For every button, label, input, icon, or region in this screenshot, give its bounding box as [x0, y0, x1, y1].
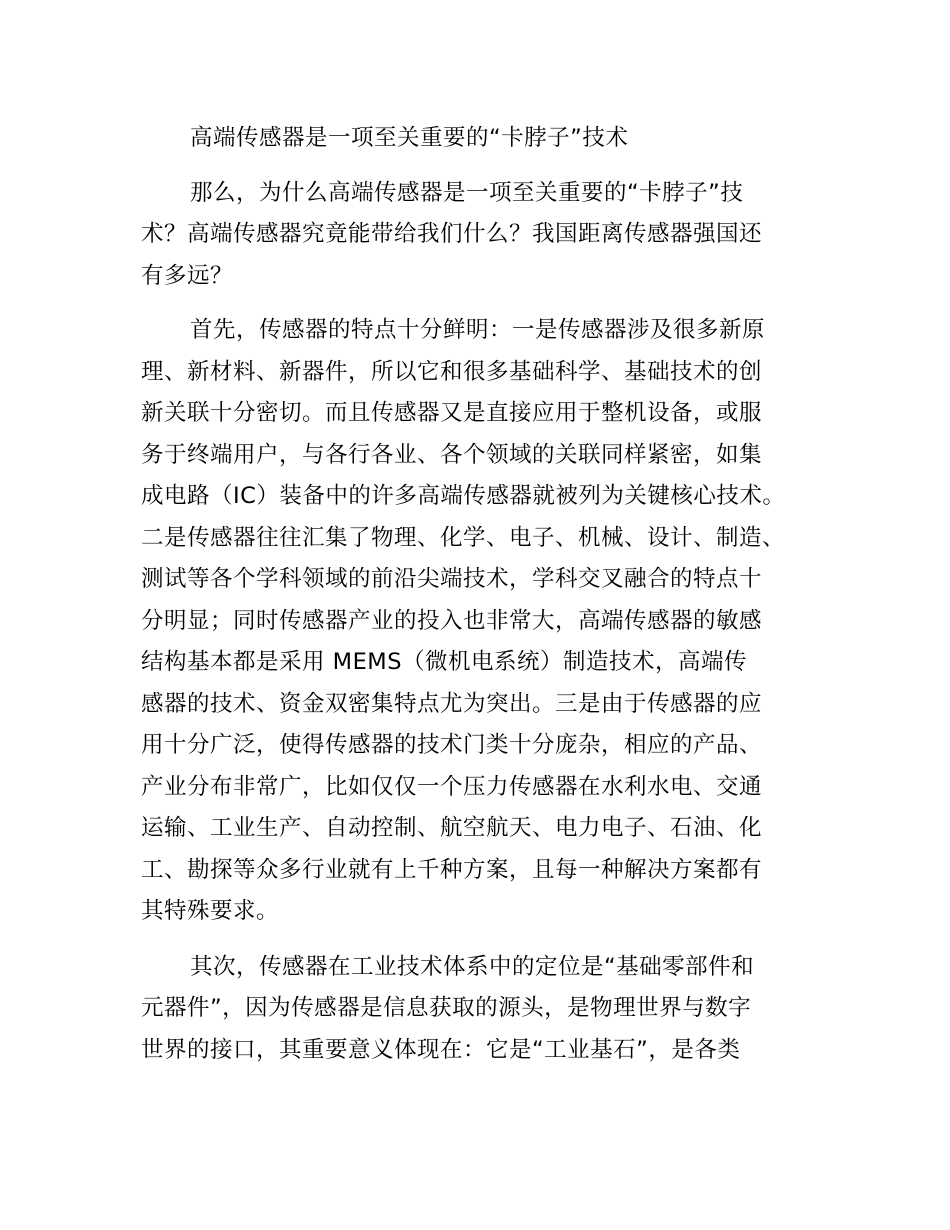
text-line: 理、新材料、新器件，所以它和很多基础科学、基础技术的创: [141, 358, 763, 385]
section-heading: [141, 118, 831, 160]
text-line: 二是传感器往往汇集了物理、化学、电子、机械、设计、制造、: [141, 524, 786, 551]
text-line: 测试等各个学科领域的前沿尖端技术，学科交叉融合的特点十: [141, 566, 763, 592]
text-line: 运输、工业生产、自动控制、航空航天、电力电子、石油、化: [141, 815, 763, 841]
text-line: 术？高端传感器究竟能带给我们什么？我国距离传感器强国还: [141, 221, 763, 247]
paragraph-intro: [141, 173, 831, 298]
document-page: [141, 118, 831, 1071]
text-line: 感器的技术、资金双密集特点尤为突出。三是由于传感器的应: [141, 690, 763, 717]
text-line: 成电路（IC）装备中的许多高端传感器就被列为关键核心技术。: [141, 483, 786, 509]
text-line: 首先，传感器的特点十分鲜明：一是传感器涉及很多新原: [190, 317, 766, 343]
text-line: 其次，传感器在工业技术体系中的定位是“基础零部件和: [190, 953, 755, 980]
text-line: 用十分广泛，使得传感器的技术门类十分庞杂，相应的产品、: [141, 732, 763, 758]
text-line: 新关联十分密切。而且传感器又是直接应用于整机设备，或服: [141, 400, 763, 426]
text-line: 那么，为什么高端传感器是一项至关重要的“卡脖子”技: [190, 179, 744, 206]
text-line: 产业分布非常广，比如仅仅一个压力传感器在水利水电、交通: [141, 773, 763, 800]
paragraph-second-point: [141, 947, 831, 1072]
text-line: 元器件”，因为传感器是信息获取的源头，是物理世界与数字: [141, 995, 752, 1021]
text-line: 结构基本都是采用 MEMS（微机电系统）制造技术，高端传: [141, 649, 747, 675]
text-line: 分明显；同时传感器产业的投入也非常大，高端传感器的敏感: [141, 607, 763, 634]
text-line: 工、勘探等众多行业就有上千种方案，且每一种解决方案都有: [141, 856, 763, 883]
text-line: 有多远？: [141, 262, 234, 289]
text-line: 其特殊要求。: [141, 898, 280, 924]
text-line: 务于终端用户，与各行各业、各个领域的关联同样紧密，如集: [141, 441, 763, 468]
paragraph-first-point: [141, 310, 831, 933]
heading-text: 高端传感器是一项至关重要的“卡脖子”技术: [190, 125, 629, 151]
text-line: 世界的接口，其重要意义体现在：它是“工业基石”，是各类: [141, 1036, 741, 1063]
